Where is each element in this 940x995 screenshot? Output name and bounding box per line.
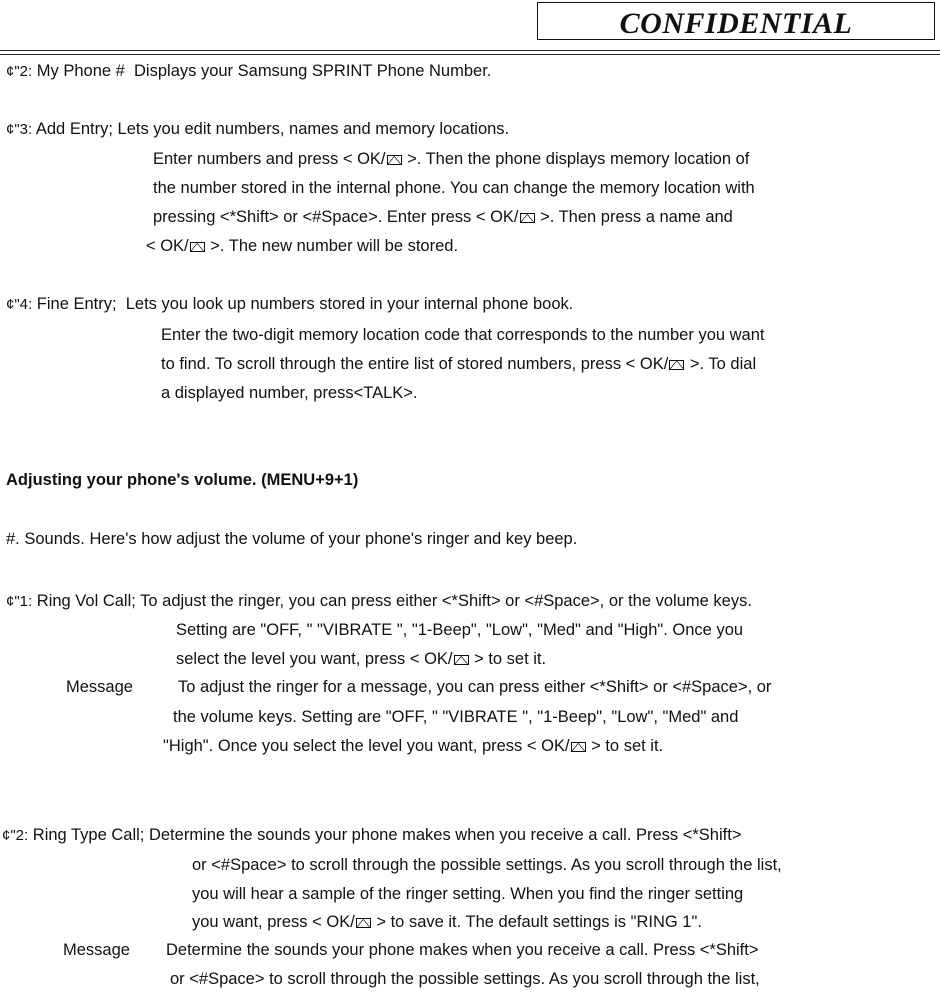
envelope-icon xyxy=(387,155,402,165)
text-fragment: to find. To scroll through the entire list of stored numbers, press < OK/ xyxy=(161,355,669,373)
bullet-marker: ¢"2: xyxy=(6,63,33,80)
find-entry-desc: Lets you look up numbers stored in your internal phone book. xyxy=(125,295,574,313)
ring-vol-message-line-3 xyxy=(163,737,663,756)
my-phone-entry xyxy=(6,62,491,81)
bullet-marker: ¢"3: xyxy=(6,121,33,138)
text-fragment: >. The new number will be stored. xyxy=(205,237,459,255)
sounds-intro: #. Sounds. Here's how adjust the volume of your phone's ringer and key beep. xyxy=(6,530,578,548)
header-rule-bottom xyxy=(0,54,940,55)
add-entry-line-1 xyxy=(153,150,749,169)
envelope-icon xyxy=(356,918,371,928)
ring-type-label: Ring Type Call; xyxy=(32,826,145,844)
ring-vol-desc: To adjust the ringer, you can press either <*Shift> or <#Space>, or the volume keys. xyxy=(140,592,752,610)
ring-type-message-line-2: or <#Space> to scroll through the possible settings. As you scroll through the list, xyxy=(170,970,760,988)
text-fragment: pressing <*Shift> or <#Space>. Enter press < OK/ xyxy=(153,208,519,226)
ring-vol-message-line-2: the volume keys. Setting are "OFF, " "VIBRATE ", "1-Beep", "Low", "Med" and xyxy=(173,708,739,726)
find-entry-line-2 xyxy=(161,355,756,374)
text-fragment: >. To dial xyxy=(685,355,757,373)
ring-type-message-label: Message xyxy=(63,941,130,959)
ring-type-title xyxy=(2,826,741,845)
text-fragment: > to save it. The default settings is "RING 1". xyxy=(371,913,702,931)
text-fragment: < OK/ xyxy=(146,237,189,255)
add-entry-label: Add Entry; xyxy=(35,120,113,138)
find-entry-line-1: Enter the two-digit memory location code that corresponds to the number you want xyxy=(161,326,765,344)
text-fragment: select the level you want, press < OK/ xyxy=(176,650,453,668)
ring-type-line-1: or <#Space> to scroll through the possible settings. As you scroll through the list, xyxy=(192,856,782,874)
envelope-icon xyxy=(520,213,535,223)
text-fragment: you want, press < OK/ xyxy=(192,913,355,931)
ring-type-line-3 xyxy=(192,913,702,932)
envelope-icon xyxy=(454,655,469,665)
text-fragment: Enter numbers and press < OK/ xyxy=(153,150,386,168)
ring-vol-title xyxy=(6,592,752,611)
text-fragment: >. Then the phone displays memory location of xyxy=(402,150,750,168)
volume-heading-text: Adjusting your phone's volume. xyxy=(6,471,257,489)
ring-type-line-2: you will hear a sample of the ringer setting. When you find the ringer setting xyxy=(192,885,744,903)
confidential-label: CONFIDENTIAL xyxy=(619,7,853,40)
text-fragment: > to set it. xyxy=(469,650,547,668)
bullet-marker: ¢"4: xyxy=(6,296,33,313)
my-phone-label: My Phone # xyxy=(36,62,125,80)
ring-vol-line-2 xyxy=(176,650,546,669)
find-entry-label: Fine Entry; xyxy=(36,295,117,313)
text-fragment: >. Then press a name and xyxy=(535,208,733,226)
envelope-icon xyxy=(571,742,586,752)
add-entry-line-2: the number stored in the internal phone. You can change the memory location with xyxy=(153,179,755,197)
confidential-stamp xyxy=(537,2,935,40)
add-entry-desc: Lets you edit numbers, names and memory locations. xyxy=(117,120,510,138)
volume-menu-path: (MENU+9+1) xyxy=(261,471,359,489)
envelope-icon xyxy=(669,360,684,370)
add-entry-line-3 xyxy=(153,208,733,227)
ring-vol-message-label: Message xyxy=(66,678,133,696)
bullet-marker: ¢"1: xyxy=(6,593,33,610)
my-phone-desc: Displays your Samsung SPRINT Phone Number. xyxy=(134,62,492,80)
ring-type-desc: Determine the sounds your phone makes when you receive a call. Press <*Shift> xyxy=(148,826,742,844)
find-entry-title xyxy=(6,295,573,314)
ring-vol-label: Ring Vol Call; xyxy=(36,592,136,610)
ring-vol-line-1: Setting are "OFF, " "VIBRATE ", "1-Beep", "Low", "Med" and "High". Once you xyxy=(176,621,744,639)
ring-vol-message-line-1: To adjust the ringer for a message, you can press either <*Shift> or <#Space>, or xyxy=(178,678,772,696)
add-entry-title xyxy=(6,120,509,139)
find-entry-line-3: a displayed number, press<TALK>. xyxy=(161,384,418,402)
ring-type-message-line-1: Determine the sounds your phone makes when you receive a call. Press <*Shift> xyxy=(166,941,759,959)
bullet-marker: ¢"2: xyxy=(2,827,29,844)
add-entry-line-4 xyxy=(146,237,458,256)
text-fragment: > to set it. xyxy=(586,737,664,755)
text-fragment: "High". Once you select the level you want, press < OK/ xyxy=(163,737,570,755)
header-rule-top xyxy=(0,50,940,51)
volume-heading xyxy=(6,471,358,490)
envelope-icon xyxy=(190,242,205,252)
